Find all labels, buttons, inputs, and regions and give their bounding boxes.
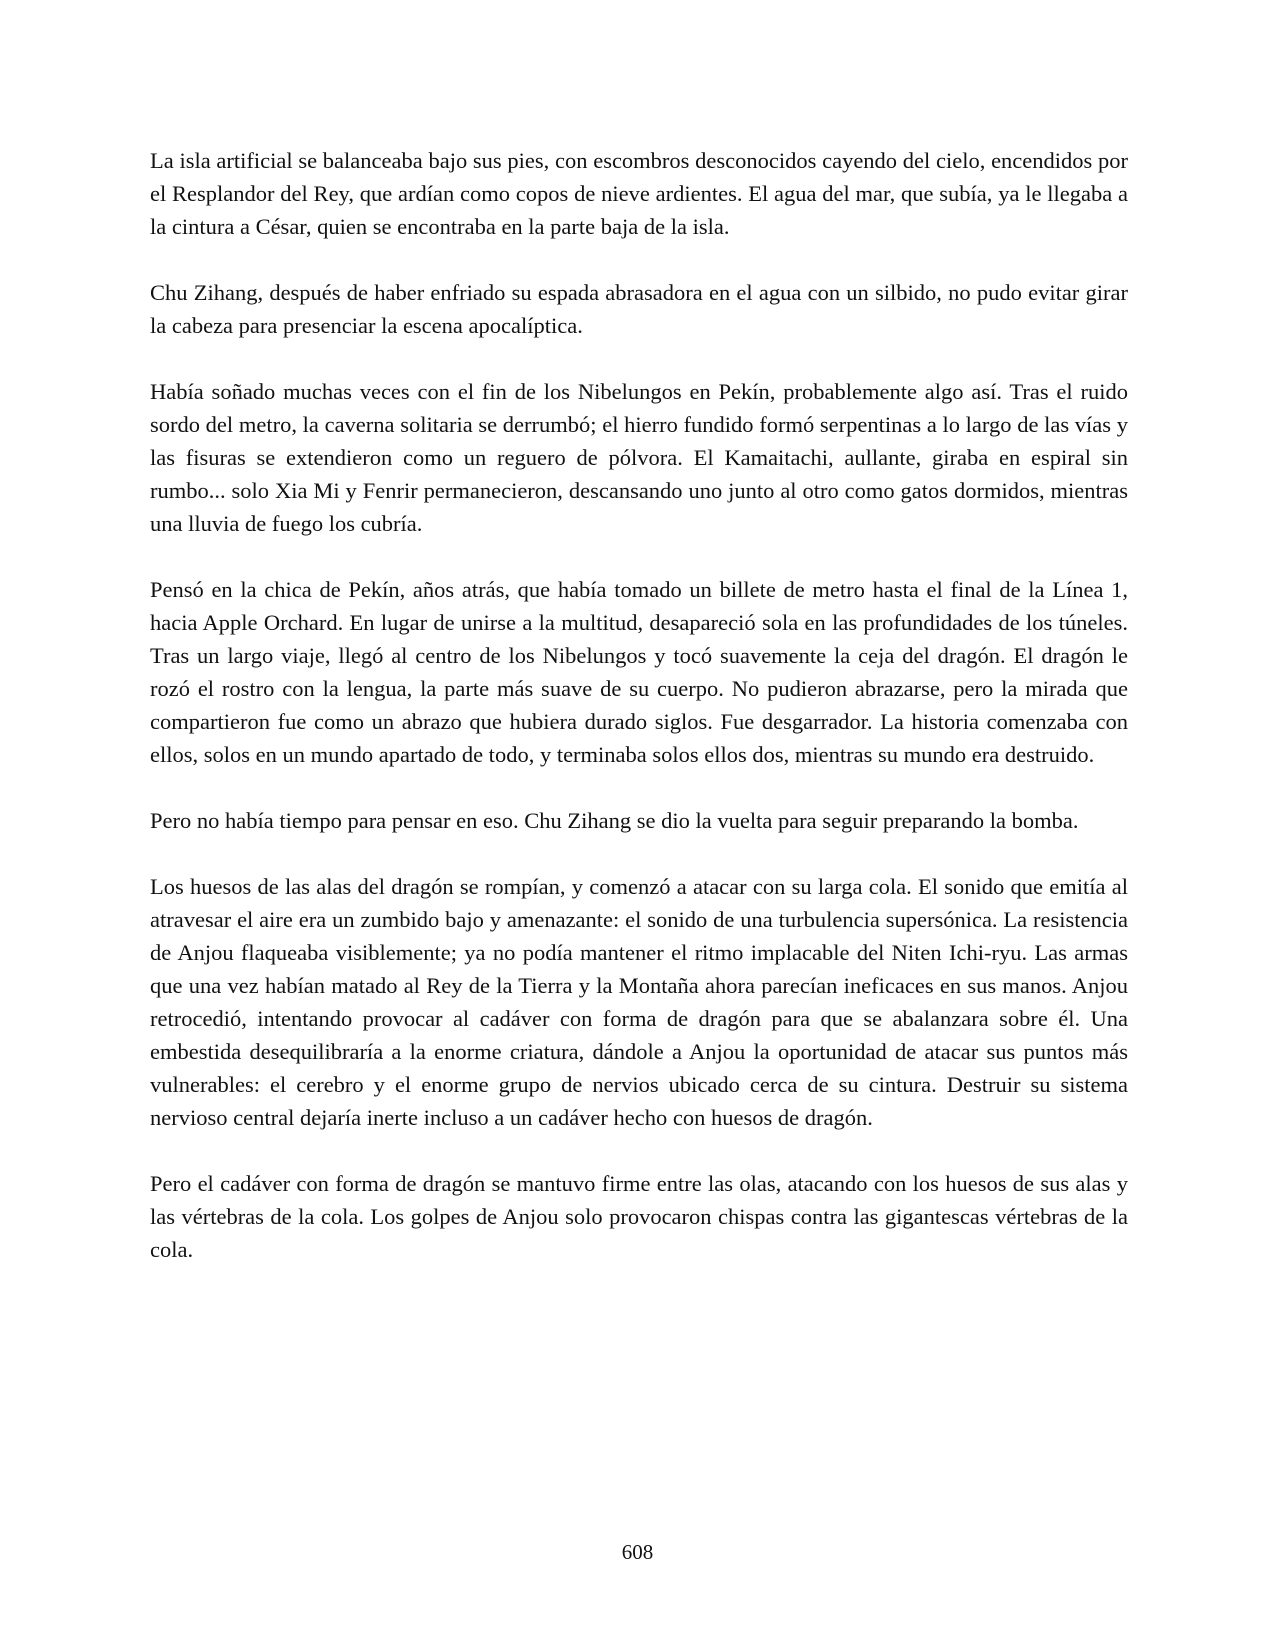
page-number: 608 — [621, 1540, 654, 1564]
body-text — [150, 144, 1128, 1299]
paragraph-4: Pensó en la chica de Pekín, años atrás, que había tomado un billete de metro hasta el final de la Línea 1, hacia Apple Orchard. En lugar de unirse a la multitud, desapareció sola en las profundidades de los túneles. Tras un largo viaje, llegó al centro de los Nibelungos y tocó suavemente la ceja del dragón. El dragón le rozó el rostro con la lengua, la parte más suave de su cuerpo. No pudieron abrazarse, pero la mirada que compartieron fue como un abrazo que hubiera durado siglos. Fue desgarrador. La historia comenzaba con ellos, solos en un mundo apartado de todo, y terminaba solos ellos dos, mientras su mundo era destruido. — [150, 577, 1128, 767]
paragraph-5: Pero no había tiempo para pensar en eso. Chu Zihang se dio la vuelta para seguir preparando la bomba. — [150, 808, 1079, 833]
paragraph-3: Había soñado muchas veces con el fin de los Nibelungos en Pekín, probablemente algo así. Tras el ruido sordo del metro, la caverna solitaria se derrumbó; el hierro fundido formó serpentinas a lo largo de las vías y las fisuras se extendieron como un reguero de pólvora. El Kamaitachi, aullante, giraba en espiral sin rumbo... solo Xia Mi y Fenrir permanecieron, descansando uno junto al otro como gatos dormidos, mientras una lluvia de fuego los cubría. — [150, 379, 1128, 536]
paragraph-6: Los huesos de las alas del dragón se rompían, y comenzó a atacar con su larga cola. El sonido que emitía al atravesar el aire era un zumbido bajo y amenazante: el sonido de una turbulencia supersónica. La resistencia de Anjou flaqueaba visiblemente; ya no podía mantener el ritmo implacable del Niten Ichi-ryu. Las armas que una vez habían matado al Rey de la Tierra y la Montaña ahora parecían ineficaces en sus manos. Anjou retrocedió, intentando provocar al cadáver con forma de dragón para que se abalanzara sobre él. Una embestida desequilibraría a la enorme criatura, dándole a Anjou la oportunidad de atacar sus puntos más vulnerables: el cerebro y el enorme grupo de nervios ubicado cerca de su cintura. Destruir su sistema nervioso central dejaría inerte incluso a un cadáver hecho con huesos de dragón. — [150, 874, 1128, 1130]
paragraph-7: Pero el cadáver con forma de dragón se mantuvo firme entre las olas, atacando con los huesos de sus alas y las vértebras de la cola. Los golpes de Anjou solo provocaron chispas contra las gigantescas vértebras de la cola. — [150, 1171, 1128, 1262]
paragraph-2: Chu Zihang, después de haber enfriado su espada abrasadora en el agua con un silbido, no pudo evitar girar la cabeza para presenciar la escena apocalíptica. — [150, 280, 1128, 338]
paragraph-1: La isla artificial se balanceaba bajo sus pies, con escombros desconocidos cayendo del cielo, encendidos por el Resplandor del Rey, que ardían como copos de nieve ardientes. El agua del mar, que subía, ya le llegaba a la cintura a César, quien se encontraba en la parte baja de la isla. — [150, 148, 1128, 239]
